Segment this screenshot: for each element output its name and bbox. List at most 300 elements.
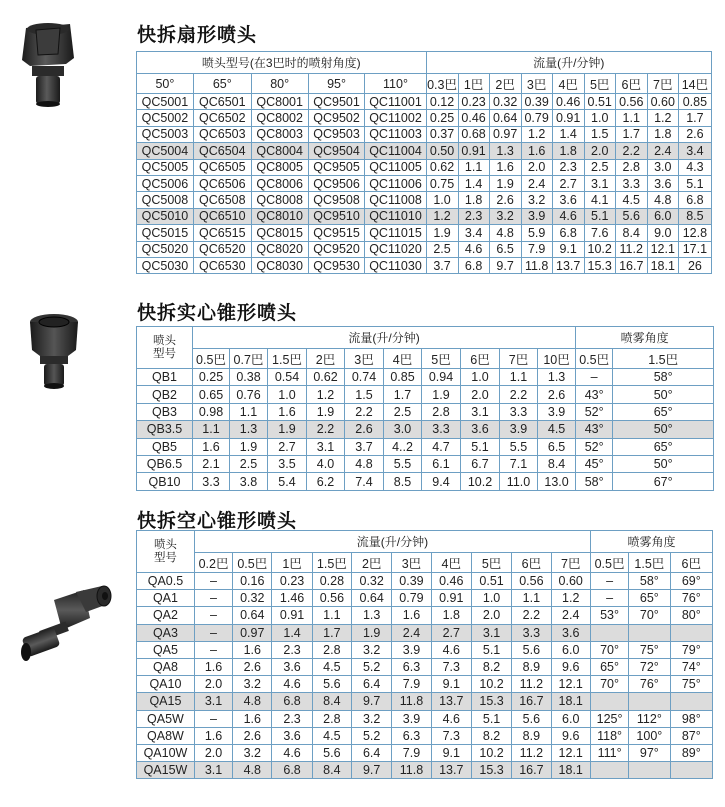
table-row bbox=[137, 438, 714, 455]
table-cell: 2.0 bbox=[461, 386, 500, 403]
table-cell: 4.8 bbox=[647, 192, 678, 208]
table-cell: 1.4 bbox=[552, 126, 584, 142]
table-cell: 3.1 bbox=[584, 175, 615, 191]
table-cell: 2.6 bbox=[538, 386, 576, 403]
table-cell: QA3 bbox=[137, 624, 195, 641]
table-cell: 2.2 bbox=[307, 421, 345, 438]
table-cell: 0.98 bbox=[193, 403, 230, 420]
table-cell: 1.8 bbox=[647, 126, 678, 142]
table-cell: 11.8 bbox=[521, 257, 552, 273]
table-cell: QC11006 bbox=[365, 175, 426, 191]
table-cell: 69° bbox=[670, 573, 712, 590]
table-cell: QC11003 bbox=[365, 126, 426, 142]
table-cell: 0.46 bbox=[552, 94, 584, 110]
table-cell: 70° bbox=[629, 607, 670, 624]
column-header: 110° bbox=[365, 74, 426, 94]
table-cell: 1.6 bbox=[521, 143, 552, 159]
table-cell: QC8010 bbox=[251, 208, 308, 224]
table-cell: 4.6 bbox=[552, 208, 584, 224]
table-cell: 17.1 bbox=[678, 241, 711, 257]
table-cell: 3.1 bbox=[471, 624, 511, 641]
table-row bbox=[137, 192, 712, 208]
flat-fan-nozzle-image bbox=[18, 20, 78, 108]
table-cell: 9.6 bbox=[551, 727, 590, 744]
table-row bbox=[137, 369, 714, 386]
table-cell bbox=[670, 762, 712, 779]
table-cell: 52° bbox=[576, 403, 613, 420]
table-cell: 2.4 bbox=[551, 607, 590, 624]
table-cell: 2.6 bbox=[233, 727, 272, 744]
table-row bbox=[137, 241, 712, 257]
table-cell: QC8004 bbox=[251, 143, 308, 159]
column-header: 0.5巴 bbox=[576, 349, 613, 369]
table-cell: 0.64 bbox=[233, 607, 272, 624]
table-cell: 2.3 bbox=[458, 208, 489, 224]
table-cell: QA10 bbox=[137, 676, 195, 693]
table-cell: 1.2 bbox=[551, 590, 590, 607]
table-cell: 50° bbox=[613, 386, 714, 403]
table-cell: 7.9 bbox=[392, 676, 431, 693]
table-cell: QC9510 bbox=[308, 208, 365, 224]
table-cell: 3.9 bbox=[521, 208, 552, 224]
table-cell: 89° bbox=[670, 744, 712, 761]
table-cell: 3.9 bbox=[538, 403, 576, 420]
table-cell: 4.8 bbox=[233, 693, 272, 710]
table-cell: 0.46 bbox=[431, 573, 471, 590]
table-cell: 58° bbox=[613, 369, 714, 386]
table-cell: QC9520 bbox=[308, 241, 365, 257]
table-cell: QC9503 bbox=[308, 126, 365, 142]
table-cell: 0.46 bbox=[458, 110, 489, 126]
table-row bbox=[137, 676, 713, 693]
table-cell: 1.46 bbox=[272, 590, 312, 607]
table-cell: 0.64 bbox=[489, 110, 521, 126]
table-cell: 6.0 bbox=[551, 710, 590, 727]
table-cell: 0.62 bbox=[307, 369, 345, 386]
table-row bbox=[137, 403, 714, 420]
column-header: 1.5巴 bbox=[613, 349, 714, 369]
table-cell: 3.6 bbox=[272, 658, 312, 675]
table-cell: QA15W bbox=[137, 762, 195, 779]
table-cell: 5.1 bbox=[471, 641, 511, 658]
table-row bbox=[137, 175, 712, 191]
column-header: 4巴 bbox=[384, 349, 422, 369]
table-cell: 7.9 bbox=[521, 241, 552, 257]
table-cell: 1.9 bbox=[352, 624, 392, 641]
table-row bbox=[137, 710, 713, 727]
column-header: 0.5巴 bbox=[193, 349, 230, 369]
table-cell: 3.7 bbox=[426, 257, 458, 273]
table-cell: 6.8 bbox=[458, 257, 489, 273]
table-cell: 0.50 bbox=[426, 143, 458, 159]
table-cell: 3.9 bbox=[500, 421, 538, 438]
table-cell: 0.51 bbox=[471, 573, 511, 590]
table-cell: 0.23 bbox=[458, 94, 489, 110]
table-cell: 1.8 bbox=[458, 192, 489, 208]
table-cell: QC11002 bbox=[365, 110, 426, 126]
table-cell: QC5004 bbox=[137, 143, 194, 159]
table-cell: 2.7 bbox=[431, 624, 471, 641]
table-cell: – bbox=[194, 624, 232, 641]
table-cell: QC5002 bbox=[137, 110, 194, 126]
table-cell: QC11008 bbox=[365, 192, 426, 208]
column-header: 6巴 bbox=[670, 553, 712, 573]
header-model: 喷头 型号 bbox=[137, 531, 195, 573]
table-cell: 1.0 bbox=[426, 192, 458, 208]
table-cell: 18.1 bbox=[551, 693, 590, 710]
table-row bbox=[137, 386, 714, 403]
table-cell: 0.75 bbox=[426, 175, 458, 191]
table-cell: 7.4 bbox=[345, 473, 384, 490]
table-cell: 3.2 bbox=[352, 641, 392, 658]
section3-title: 快拆空心锥形喷头 bbox=[137, 510, 298, 532]
table-cell: 18.1 bbox=[551, 762, 590, 779]
table-cell: 74° bbox=[670, 658, 712, 675]
table-cell: 9.4 bbox=[422, 473, 461, 490]
table-cell: 2.6 bbox=[233, 658, 272, 675]
table-cell: 5.6 bbox=[512, 641, 551, 658]
table-cell: 50° bbox=[613, 421, 714, 438]
table-cell: 5.5 bbox=[384, 455, 422, 472]
table-cell: 3.2 bbox=[233, 744, 272, 761]
table-cell: 4.6 bbox=[431, 641, 471, 658]
table-cell: 1.3 bbox=[230, 421, 268, 438]
table-cell: 4.5 bbox=[538, 421, 576, 438]
table-row bbox=[137, 693, 713, 710]
table-cell: 2.3 bbox=[272, 641, 312, 658]
table-cell: 3.3 bbox=[500, 403, 538, 420]
table-cell bbox=[590, 693, 628, 710]
column-header: 0.5巴 bbox=[233, 553, 272, 573]
table-cell: 13.0 bbox=[538, 473, 576, 490]
table-cell: 1.1 bbox=[512, 590, 551, 607]
table-cell: 9.1 bbox=[431, 676, 471, 693]
table-cell: 65° bbox=[613, 403, 714, 420]
table-cell: 2.2 bbox=[512, 607, 551, 624]
table-cell: QC5010 bbox=[137, 208, 194, 224]
table-cell: 0.51 bbox=[584, 94, 615, 110]
header-angle: 喷雾角度 bbox=[590, 531, 712, 553]
table-cell: 3.6 bbox=[552, 192, 584, 208]
table-cell: 2.8 bbox=[422, 403, 461, 420]
table-cell bbox=[590, 624, 628, 641]
table-row bbox=[137, 143, 712, 159]
table-cell: QB6.5 bbox=[137, 455, 193, 472]
column-header: 7巴 bbox=[551, 553, 590, 573]
table-cell bbox=[629, 762, 670, 779]
table-row bbox=[137, 455, 714, 472]
table-cell: 1.7 bbox=[312, 624, 351, 641]
table-cell: 97° bbox=[629, 744, 670, 761]
table-cell: 1.6 bbox=[233, 710, 272, 727]
table-cell: 3.3 bbox=[193, 473, 230, 490]
column-header: 6巴 bbox=[461, 349, 500, 369]
table-cell: 4.6 bbox=[272, 676, 312, 693]
table-cell: 3.9 bbox=[392, 641, 431, 658]
table-cell: 1.6 bbox=[194, 727, 232, 744]
table-cell: 7.6 bbox=[584, 225, 615, 241]
table-cell: 0.85 bbox=[384, 369, 422, 386]
table-cell: 15.3 bbox=[584, 257, 615, 273]
table-cell: 87° bbox=[670, 727, 712, 744]
table-row bbox=[137, 641, 713, 658]
table-cell: 8.4 bbox=[312, 693, 351, 710]
table-cell: 1.3 bbox=[352, 607, 392, 624]
table-cell: 0.16 bbox=[233, 573, 272, 590]
table-cell: 5.5 bbox=[500, 438, 538, 455]
table-cell: 3.1 bbox=[194, 762, 232, 779]
table-cell: 1.9 bbox=[426, 225, 458, 241]
table-cell: 1.4 bbox=[272, 624, 312, 641]
table-cell: 1.6 bbox=[489, 159, 521, 175]
table-cell: QC5020 bbox=[137, 241, 194, 257]
table-cell: 15.3 bbox=[471, 762, 511, 779]
table-cell: QC6505 bbox=[193, 159, 251, 175]
table-cell: QC8001 bbox=[251, 94, 308, 110]
table-cell: 9.7 bbox=[352, 693, 392, 710]
table-cell: 5.6 bbox=[512, 710, 551, 727]
table-row bbox=[137, 225, 712, 241]
table-cell: 0.54 bbox=[268, 369, 307, 386]
column-header: 50° bbox=[137, 74, 194, 94]
table-cell: – bbox=[194, 573, 232, 590]
table-cell: 1.6 bbox=[193, 438, 230, 455]
table-cell: – bbox=[590, 590, 628, 607]
table-cell: 5.4 bbox=[268, 473, 307, 490]
table-cell: QC6503 bbox=[193, 126, 251, 142]
table-cell: 4.6 bbox=[431, 710, 471, 727]
table-cell: 4.6 bbox=[272, 744, 312, 761]
column-header: 6巴 bbox=[512, 553, 551, 573]
table-cell: 7.3 bbox=[431, 727, 471, 744]
table-cell: 98° bbox=[670, 710, 712, 727]
table-cell: 0.91 bbox=[431, 590, 471, 607]
column-header: 0.5巴 bbox=[590, 553, 628, 573]
table-cell: QC5005 bbox=[137, 159, 194, 175]
table-cell: QC5008 bbox=[137, 192, 194, 208]
table-cell: 3.0 bbox=[384, 421, 422, 438]
table-cell: 9.6 bbox=[551, 658, 590, 675]
column-header: 1.5巴 bbox=[312, 553, 351, 573]
table-cell: 70° bbox=[590, 676, 628, 693]
table-cell: 2.6 bbox=[489, 192, 521, 208]
table-cell: 52° bbox=[576, 438, 613, 455]
table-cell: 72° bbox=[629, 658, 670, 675]
table-cell: QB10 bbox=[137, 473, 193, 490]
table-cell: 11.0 bbox=[500, 473, 538, 490]
table-cell: 0.91 bbox=[552, 110, 584, 126]
table-cell: 0.56 bbox=[512, 573, 551, 590]
table-cell: 9.1 bbox=[431, 744, 471, 761]
table-cell: 3.3 bbox=[615, 175, 647, 191]
table-cell: 2.2 bbox=[500, 386, 538, 403]
table-cell: 100° bbox=[629, 727, 670, 744]
table-cell: 8.5 bbox=[384, 473, 422, 490]
table-cell: QC6508 bbox=[193, 192, 251, 208]
table-cell: – bbox=[194, 590, 232, 607]
table-cell: 2.0 bbox=[194, 744, 232, 761]
table-cell: – bbox=[194, 641, 232, 658]
table-cell: 8.4 bbox=[615, 225, 647, 241]
table-cell: QC8006 bbox=[251, 175, 308, 191]
table-cell: 13.7 bbox=[431, 762, 471, 779]
table-cell: – bbox=[576, 369, 613, 386]
table-cell: 3.2 bbox=[352, 710, 392, 727]
table-cell: QC6515 bbox=[193, 225, 251, 241]
table-cell: QC9515 bbox=[308, 225, 365, 241]
table-row bbox=[137, 573, 713, 590]
table-cell: 16.7 bbox=[512, 762, 551, 779]
table-cell: 75° bbox=[629, 641, 670, 658]
table-cell: QB3 bbox=[137, 403, 193, 420]
table-cell: QC8005 bbox=[251, 159, 308, 175]
table-cell: 6.5 bbox=[538, 438, 576, 455]
table-cell: 76° bbox=[670, 590, 712, 607]
table-cell: 6.7 bbox=[461, 455, 500, 472]
table-cell: 5.6 bbox=[312, 676, 351, 693]
table-cell: QB2 bbox=[137, 386, 193, 403]
table-cell: 0.39 bbox=[521, 94, 552, 110]
table-cell: 0.56 bbox=[615, 94, 647, 110]
table-cell: QC9501 bbox=[308, 94, 365, 110]
table-cell: 2.0 bbox=[521, 159, 552, 175]
table-cell: QC6506 bbox=[193, 175, 251, 191]
table-cell: 10.2 bbox=[461, 473, 500, 490]
table-cell: 0.12 bbox=[426, 94, 458, 110]
column-header: 7巴 bbox=[500, 349, 538, 369]
table-cell: 1.1 bbox=[458, 159, 489, 175]
table-cell: 2.2 bbox=[615, 143, 647, 159]
table-cell: QA2 bbox=[137, 607, 195, 624]
table-cell: 9.1 bbox=[552, 241, 584, 257]
table-cell: 6.8 bbox=[678, 192, 711, 208]
table-cell: 9.7 bbox=[489, 257, 521, 273]
table-cell: 5.1 bbox=[461, 438, 500, 455]
table-cell: 18.1 bbox=[647, 257, 678, 273]
table-cell: 2.3 bbox=[552, 159, 584, 175]
table-cell: 6.3 bbox=[392, 658, 431, 675]
table-cell: 1.8 bbox=[552, 143, 584, 159]
table-cell: 2.5 bbox=[426, 241, 458, 257]
table-cell: 3.0 bbox=[647, 159, 678, 175]
table-cell: QC11010 bbox=[365, 208, 426, 224]
column-header: 1.5巴 bbox=[268, 349, 307, 369]
table-cell: 16.7 bbox=[512, 693, 551, 710]
table-cell: 2.0 bbox=[584, 143, 615, 159]
table-cell: 1.6 bbox=[268, 403, 307, 420]
table-cell: 7.1 bbox=[500, 455, 538, 472]
table-cell: 3.9 bbox=[392, 710, 431, 727]
table-cell: 1.9 bbox=[489, 175, 521, 191]
table-cell: 5.1 bbox=[584, 208, 615, 224]
header-flow: 流量(升/分钟) bbox=[193, 327, 576, 349]
table-cell: 0.32 bbox=[352, 573, 392, 590]
table-cell: 12.1 bbox=[551, 744, 590, 761]
header-model: 喷头 型号 bbox=[137, 327, 193, 369]
table-cell: 2.7 bbox=[268, 438, 307, 455]
column-header: 6巴 bbox=[615, 74, 647, 94]
column-header: 80° bbox=[251, 74, 308, 94]
table-cell: – bbox=[194, 607, 232, 624]
table-cell: 0.65 bbox=[193, 386, 230, 403]
table-cell: QA5W bbox=[137, 710, 195, 727]
hollow-cone-nozzle-table bbox=[136, 530, 713, 779]
table-cell: QA8 bbox=[137, 658, 195, 675]
table-cell: 2.0 bbox=[194, 676, 232, 693]
table-cell: 67° bbox=[613, 473, 714, 490]
table-cell: 0.91 bbox=[458, 143, 489, 159]
table-cell: 50° bbox=[613, 455, 714, 472]
table-cell: QC11001 bbox=[365, 94, 426, 110]
table-cell: QC8002 bbox=[251, 110, 308, 126]
table-cell: 0.74 bbox=[345, 369, 384, 386]
table-cell: 1.8 bbox=[431, 607, 471, 624]
table-cell: QB1 bbox=[137, 369, 193, 386]
column-header: 5巴 bbox=[471, 553, 511, 573]
table-cell: 1.3 bbox=[538, 369, 576, 386]
solid-cone-nozzle-image bbox=[26, 310, 82, 390]
table-cell: 10.2 bbox=[471, 744, 511, 761]
table-cell: QC5003 bbox=[137, 126, 194, 142]
table-cell: 0.85 bbox=[678, 94, 711, 110]
table-cell: QC9508 bbox=[308, 192, 365, 208]
table-cell bbox=[629, 624, 670, 641]
table-cell: QC11020 bbox=[365, 241, 426, 257]
table-cell: 5.1 bbox=[678, 175, 711, 191]
table-cell: QA0.5 bbox=[137, 573, 195, 590]
table-cell: QC5015 bbox=[137, 225, 194, 241]
table-cell: QA1 bbox=[137, 590, 195, 607]
table-cell: 11.8 bbox=[392, 693, 431, 710]
table-cell: 0.64 bbox=[352, 590, 392, 607]
table-row bbox=[137, 590, 713, 607]
table-cell: 6.4 bbox=[352, 744, 392, 761]
table-cell: 8.9 bbox=[512, 658, 551, 675]
table-cell: 6.0 bbox=[647, 208, 678, 224]
section1-title: 快拆扇形喷头 bbox=[137, 24, 258, 46]
table-row bbox=[137, 727, 713, 744]
table-cell: 2.5 bbox=[230, 455, 268, 472]
table-cell: 111° bbox=[590, 744, 628, 761]
table-cell: 6.2 bbox=[307, 473, 345, 490]
table-cell: QC8020 bbox=[251, 241, 308, 257]
table-cell: 4.1 bbox=[584, 192, 615, 208]
table-cell: 4.6 bbox=[458, 241, 489, 257]
table-cell: 3.8 bbox=[230, 473, 268, 490]
header-model-angle: 喷头型号(在3巴时的喷射角度) bbox=[137, 52, 427, 74]
table-cell bbox=[670, 624, 712, 641]
section2-title: 快拆实心锥形喷头 bbox=[137, 302, 298, 324]
table-cell: 3.7 bbox=[345, 438, 384, 455]
table-cell: 3.2 bbox=[233, 676, 272, 693]
table-cell: 1.0 bbox=[584, 110, 615, 126]
table-cell: 58° bbox=[576, 473, 613, 490]
table-cell: 7.3 bbox=[431, 658, 471, 675]
table-cell: 5.6 bbox=[312, 744, 351, 761]
table-cell: 3.3 bbox=[512, 624, 551, 641]
table-cell bbox=[629, 693, 670, 710]
table-cell: QC8003 bbox=[251, 126, 308, 142]
table-cell: 8.9 bbox=[512, 727, 551, 744]
table-cell: 2.4 bbox=[392, 624, 431, 641]
table-cell: 0.28 bbox=[312, 573, 351, 590]
table-cell: 3.1 bbox=[194, 693, 232, 710]
table-cell: QC5006 bbox=[137, 175, 194, 191]
column-header: 5巴 bbox=[584, 74, 615, 94]
table-cell: 1.1 bbox=[193, 421, 230, 438]
table-cell: 1.1 bbox=[500, 369, 538, 386]
table-cell: 4.5 bbox=[615, 192, 647, 208]
